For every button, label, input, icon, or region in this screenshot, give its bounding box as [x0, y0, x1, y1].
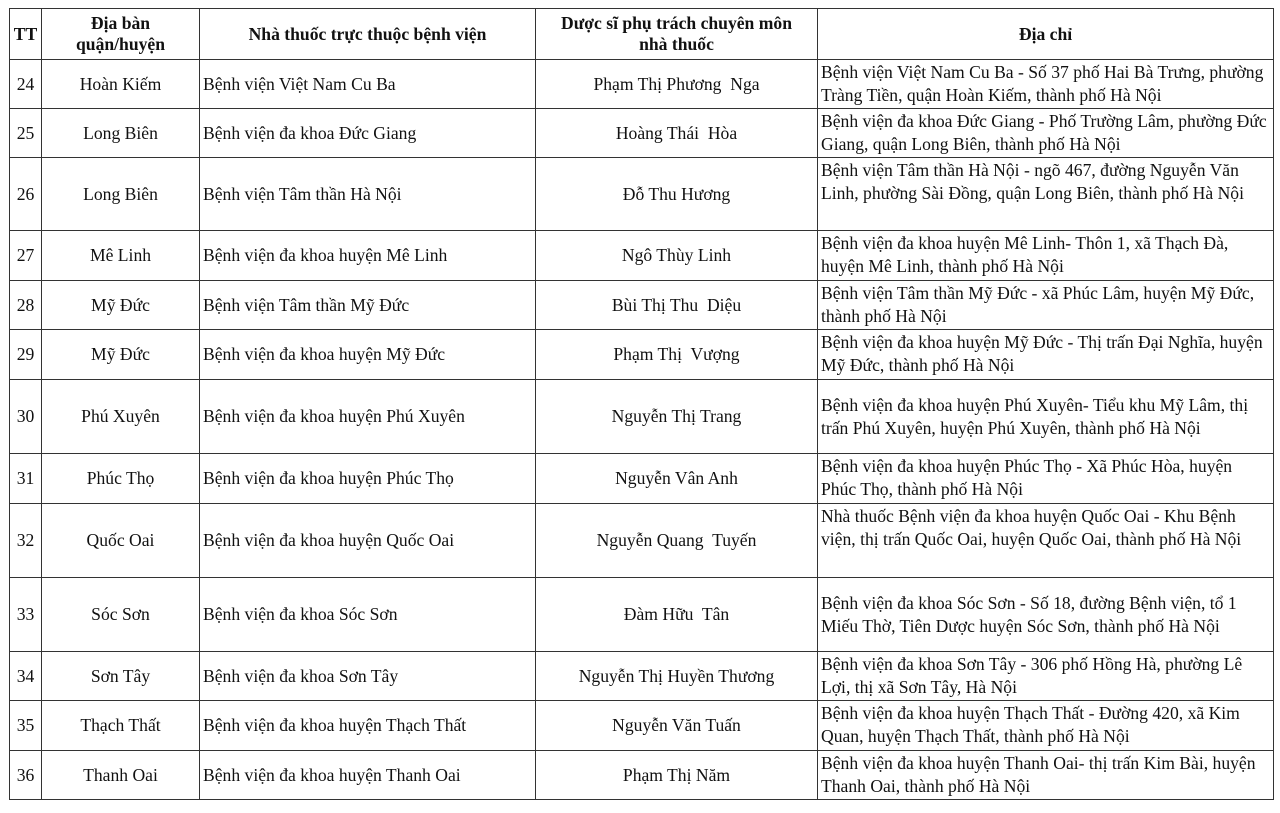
cell-area: Long Biên — [42, 158, 200, 231]
cell-pharmacy: Bệnh viện đa khoa Đức Giang — [200, 109, 536, 158]
cell-address: Bệnh viện đa khoa Đức Giang - Phố Trường Lâm, phường Đức Giang, quận Long Biên, thành phố Hà Nội — [818, 109, 1274, 158]
cell-pharmacist: Đàm Hữu Tân — [536, 578, 818, 652]
cell-address: Nhà thuốc Bệnh viện đa khoa huyện Quốc Oai - Khu Bệnh viện, thị trấn Quốc Oai, huyện Quốc Oai, thành phố Hà Nội — [818, 504, 1274, 578]
cell-address: Bệnh viện đa khoa huyện Phú Xuyên- Tiểu khu Mỹ Lâm, thị trấn Phú Xuyên, huyện Phú Xuyên, thành phố Hà Nội — [818, 380, 1274, 454]
cell-address: Bệnh viện đa khoa huyện Thanh Oai- thị trấn Kim Bài, huyện Thanh Oai, thành phố Hà Nội — [818, 751, 1274, 800]
cell-tt: 33 — [10, 578, 42, 652]
header-pharmacist-line1: Dược sĩ phụ trách chuyên môn — [561, 13, 792, 33]
cell-area: Hoàn Kiếm — [42, 60, 200, 109]
cell-address: Bệnh viện đa khoa Sơn Tây - 306 phố Hồng Hà, phường Lê Lợi, thị xã Sơn Tây, Hà Nội — [818, 652, 1274, 701]
cell-tt: 30 — [10, 380, 42, 454]
cell-area: Mỹ Đức — [42, 330, 200, 380]
cell-tt: 29 — [10, 330, 42, 380]
header-address: Địa chỉ — [818, 9, 1274, 60]
cell-pharmacy: Bệnh viện đa khoa huyện Quốc Oai — [200, 504, 536, 578]
table-row — [10, 578, 1274, 652]
cell-pharmacist: Bùi Thị Thu Diệu — [536, 281, 818, 330]
cell-address: Bệnh viện Việt Nam Cu Ba - Số 37 phố Hai Bà Trưng, phường Tràng Tiền, quận Hoàn Kiếm, thành phố Hà Nội — [818, 60, 1274, 109]
cell-address: Bệnh viện đa khoa huyện Mê Linh- Thôn 1, xã Thạch Đà, huyện Mê Linh, thành phố Hà Nội — [818, 231, 1274, 281]
cell-tt: 32 — [10, 504, 42, 578]
cell-pharmacist: Phạm Thị Vượng — [536, 330, 818, 380]
header-tt: TT — [10, 9, 42, 60]
table-row — [10, 158, 1274, 231]
table-row — [10, 652, 1274, 701]
header-row — [10, 9, 1274, 60]
table-row — [10, 330, 1274, 380]
cell-pharmacy: Bệnh viện Việt Nam Cu Ba — [200, 60, 536, 109]
cell-pharmacy: Bệnh viện đa khoa huyện Mê Linh — [200, 231, 536, 281]
cell-pharmacist: Nguyễn Văn Tuấn — [536, 701, 818, 751]
cell-tt: 24 — [10, 60, 42, 109]
cell-pharmacy: Bệnh viện đa khoa huyện Phúc Thọ — [200, 454, 536, 504]
cell-pharmacist: Hoàng Thái Hòa — [536, 109, 818, 158]
cell-pharmacy: Bệnh viện đa khoa huyện Thanh Oai — [200, 751, 536, 800]
cell-pharmacist: Phạm Thị Phương Nga — [536, 60, 818, 109]
table-row — [10, 454, 1274, 504]
pharmacy-table-container — [9, 8, 1274, 800]
table-row — [10, 504, 1274, 578]
cell-area: Thanh Oai — [42, 751, 200, 800]
table-row — [10, 751, 1274, 800]
cell-address: Bệnh viện đa khoa huyện Thạch Thất - Đường 420, xã Kim Quan, huyện Thạch Thất, thành phố Hà Nội — [818, 701, 1274, 751]
cell-area: Long Biên — [42, 109, 200, 158]
header-pharmacist-line2: nhà thuốc — [639, 34, 714, 54]
cell-area: Sơn Tây — [42, 652, 200, 701]
cell-tt: 36 — [10, 751, 42, 800]
header-area-line1: Địa bàn — [90, 13, 151, 33]
cell-pharmacist: Phạm Thị Năm — [536, 751, 818, 800]
cell-tt: 31 — [10, 454, 42, 504]
hospital-pharmacy-table — [9, 8, 1274, 800]
cell-tt: 35 — [10, 701, 42, 751]
cell-tt: 25 — [10, 109, 42, 158]
cell-pharmacist: Đỗ Thu Hương — [536, 158, 818, 231]
cell-address: Bệnh viện Tâm thần Mỹ Đức - xã Phúc Lâm, huyện Mỹ Đức, thành phố Hà Nội — [818, 281, 1274, 330]
cell-tt: 26 — [10, 158, 42, 231]
cell-area: Sóc Sơn — [42, 578, 200, 652]
cell-pharmacy: Bệnh viện đa khoa Sơn Tây — [200, 652, 536, 701]
cell-address: Bệnh viện đa khoa huyện Phúc Thọ - Xã Phúc Hòa, huyện Phúc Thọ, thành phố Hà Nội — [818, 454, 1274, 504]
table-row — [10, 60, 1274, 109]
header-pharmacist — [536, 9, 818, 60]
cell-area: Thạch Thất — [42, 701, 200, 751]
table-header — [10, 9, 1274, 60]
cell-address: Bệnh viện đa khoa huyện Mỹ Đức - Thị trấn Đại Nghĩa, huyện Mỹ Đức, thành phố Hà Nội — [818, 330, 1274, 380]
cell-area: Phú Xuyên — [42, 380, 200, 454]
cell-pharmacy: Bệnh viện đa khoa huyện Phú Xuyên — [200, 380, 536, 454]
cell-area: Quốc Oai — [42, 504, 200, 578]
cell-pharmacist: Nguyễn Thị Trang — [536, 380, 818, 454]
cell-pharmacist: Nguyễn Thị Huyền Thương — [536, 652, 818, 701]
cell-pharmacist: Ngô Thùy Linh — [536, 231, 818, 281]
table-row — [10, 109, 1274, 158]
cell-address: Bệnh viện đa khoa Sóc Sơn - Số 18, đường Bệnh viện, tổ 1 Miếu Thờ, Tiên Dược huyện Sóc Sơn, thành phố Hà Nội — [818, 578, 1274, 652]
cell-address: Bệnh viện Tâm thần Hà Nội - ngõ 467, đường Nguyễn Văn Linh, phường Sài Đồng, quận Long Biên, thành phố Hà Nội — [818, 158, 1274, 231]
cell-pharmacy: Bệnh viện đa khoa Sóc Sơn — [200, 578, 536, 652]
cell-area: Mê Linh — [42, 231, 200, 281]
cell-pharmacist: Nguyễn Vân Anh — [536, 454, 818, 504]
cell-tt: 27 — [10, 231, 42, 281]
table-row — [10, 231, 1274, 281]
table-row — [10, 380, 1274, 454]
cell-pharmacy: Bệnh viện đa khoa huyện Mỹ Đức — [200, 330, 536, 380]
header-pharmacy: Nhà thuốc trực thuộc bệnh viện — [200, 9, 536, 60]
cell-tt: 34 — [10, 652, 42, 701]
table-row — [10, 281, 1274, 330]
header-area — [42, 9, 200, 60]
cell-pharmacy: Bệnh viện đa khoa huyện Thạch Thất — [200, 701, 536, 751]
cell-area: Phúc Thọ — [42, 454, 200, 504]
table-row — [10, 701, 1274, 751]
header-area-line2: quận/huyện — [76, 34, 165, 54]
cell-area: Mỹ Đức — [42, 281, 200, 330]
cell-pharmacy: Bệnh viện Tâm thần Hà Nội — [200, 158, 536, 231]
table-body — [10, 60, 1274, 800]
cell-pharmacy: Bệnh viện Tâm thần Mỹ Đức — [200, 281, 536, 330]
cell-tt: 28 — [10, 281, 42, 330]
cell-pharmacist: Nguyễn Quang Tuyến — [536, 504, 818, 578]
